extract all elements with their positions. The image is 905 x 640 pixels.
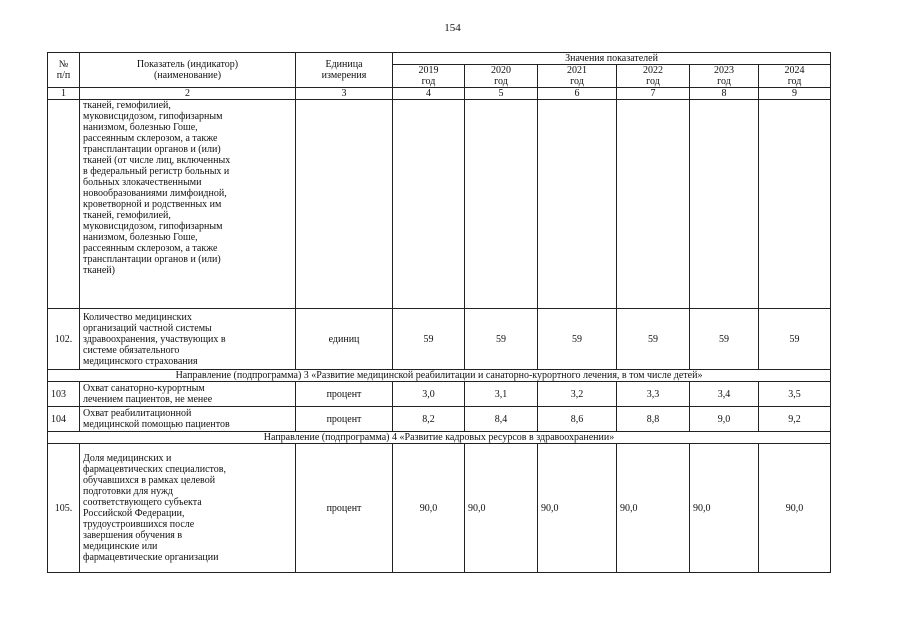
table-row [48, 444, 831, 573]
cell-num: 103 [48, 382, 80, 407]
cell-value [538, 100, 617, 309]
cell-indicator: Доля медицинских и фармацевтических специалистов, обучавшихся в рамках целевой подготовки для нужд соответствующего субъекта Российской Федерации, трудоустроившихся после завершения обучения в медицинские или фармацевтические организации [80, 444, 296, 573]
cell-value: 59 [393, 309, 465, 370]
header-year: 2024 год [759, 65, 831, 88]
cell-value: 90,0 [393, 444, 465, 573]
header-year: 2023 год [690, 65, 759, 88]
cell-value: 90,0 [690, 444, 759, 573]
column-number: 5 [465, 88, 538, 100]
column-number: 8 [690, 88, 759, 100]
cell-value [690, 100, 759, 309]
cell-num: 104 [48, 407, 80, 432]
section-heading-3: Направление (подпрограмма) 3 «Развитие медицинской реабилитации и санаторно-курортного лечения, в том числе детей» [48, 370, 831, 382]
cell-indicator: Охват реабилитационной медицинской помощью пациентов [80, 407, 296, 432]
column-number: 1 [48, 88, 80, 100]
header-row-1 [48, 53, 831, 65]
cell-num: 102. [48, 309, 80, 370]
header-year: 2021 год [538, 65, 617, 88]
column-number: 4 [393, 88, 465, 100]
header-num-text: № п/п [56, 59, 71, 81]
cell-value: 8,4 [465, 407, 538, 432]
cell-value: 3,2 [538, 382, 617, 407]
cell-value: 59 [759, 309, 831, 370]
cell-value: 90,0 [759, 444, 831, 573]
cell-unit: процент [296, 407, 393, 432]
cell-value [393, 100, 465, 309]
page-number: 154 [444, 22, 461, 34]
cell-unit: единиц [296, 309, 393, 370]
section-heading-4: Направление (подпрограмма) 4 «Развитие кадровых ресурсов в здравоохранении» [48, 432, 831, 444]
cell-indicator: Количество медицинских организаций частной системы здравоохранения, участвующих в системе обязательного медицинского страхования [80, 309, 296, 370]
header-year: 2020 год [465, 65, 538, 88]
header-values-group: Значения показателей [393, 53, 831, 65]
cell-value: 59 [617, 309, 690, 370]
header-year: 2022 год [617, 65, 690, 88]
column-number: 2 [80, 88, 296, 100]
table-row [48, 407, 831, 432]
cell-num: 105. [48, 444, 80, 573]
section-row [48, 370, 831, 382]
cell-value [759, 100, 831, 309]
column-number: 9 [759, 88, 831, 100]
cell-value: 8,8 [617, 407, 690, 432]
column-number: 6 [538, 88, 617, 100]
cell-indicator: Охват санаторно-курортным лечением пациентов, не менее [80, 382, 296, 407]
cell-value: 8,6 [538, 407, 617, 432]
cell-value: 3,5 [759, 382, 831, 407]
cell-value: 90,0 [538, 444, 617, 573]
column-number: 7 [617, 88, 690, 100]
cell-value: 3,1 [465, 382, 538, 407]
cell-value: 3,0 [393, 382, 465, 407]
indicators-table [47, 52, 831, 573]
cell-num [48, 100, 80, 309]
cell-value: 90,0 [617, 444, 690, 573]
cell-value: 59 [690, 309, 759, 370]
header-unit [296, 53, 393, 88]
header-year: 2019 год [393, 65, 465, 88]
table-row [48, 309, 831, 370]
cell-value: 8,2 [393, 407, 465, 432]
cell-value [465, 100, 538, 309]
cell-value: 3,4 [690, 382, 759, 407]
cell-value: 9,2 [759, 407, 831, 432]
column-number: 3 [296, 88, 393, 100]
cell-indicator: тканей, гемофилией, муковисцидозом, гипофизарным нанизмом, болезнью Гоше, рассеянным склерозом, а также трансплантации органов и (или) тканей (от числе лиц, включенных в федеральный регистр больных и больных злокачественными новообразованиями лимфоидной, кроветворной и родственных им тканей, гемофилией, муковисцидозом, гипофизарным нанизмом, болезнью Гоше, рассеянным склерозом, а также трансплантации органов и (или) тканей) [80, 100, 296, 309]
table-row [48, 382, 831, 407]
section-row [48, 432, 831, 444]
cell-value: 90,0 [465, 444, 538, 573]
cell-value: 3,3 [617, 382, 690, 407]
cell-value: 9,0 [690, 407, 759, 432]
column-numbers-row [48, 88, 831, 100]
cell-value [617, 100, 690, 309]
header-indicator [80, 53, 296, 88]
header-unit-text: Единица измерения [321, 59, 367, 81]
header-indicator-text: Показатель (индикатор) (наименование) [136, 59, 239, 81]
table-row-continuation [48, 100, 831, 309]
cell-unit: процент [296, 382, 393, 407]
cell-unit [296, 100, 393, 309]
cell-unit: процент [296, 444, 393, 573]
cell-value: 59 [538, 309, 617, 370]
cell-value: 59 [465, 309, 538, 370]
header-num [48, 53, 80, 88]
